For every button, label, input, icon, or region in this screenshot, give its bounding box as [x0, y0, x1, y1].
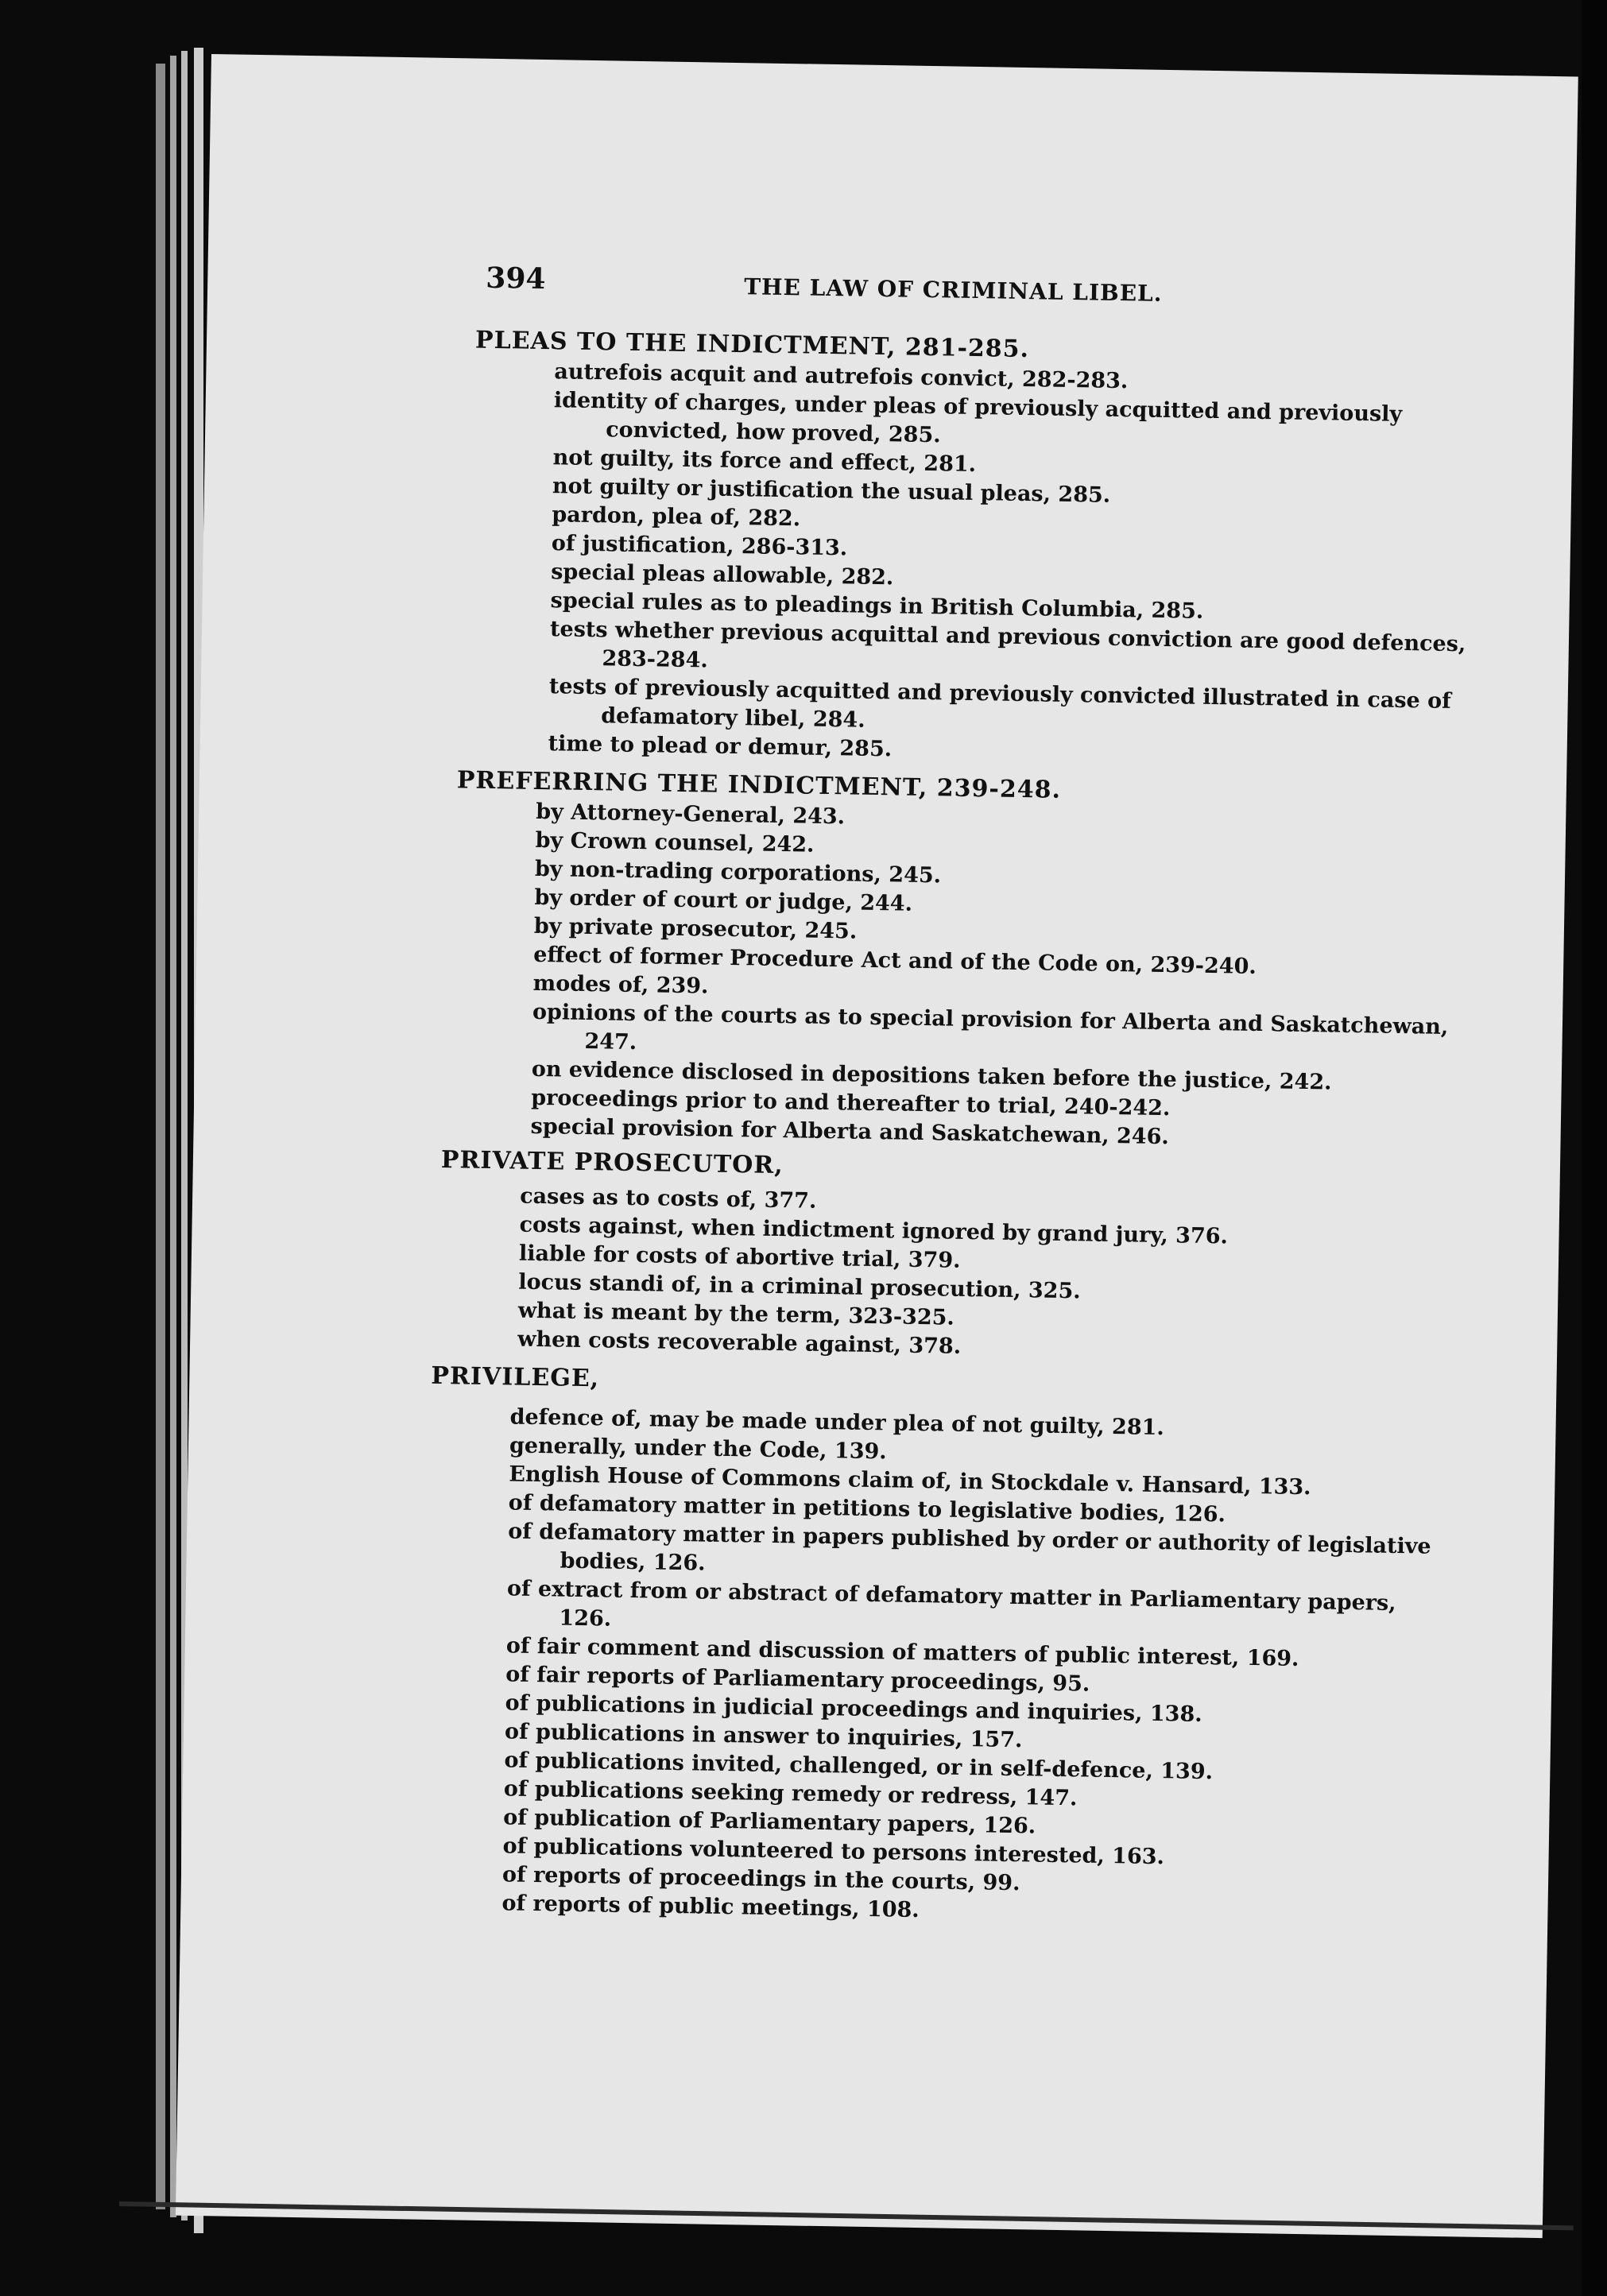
index-entry: generally, under the Code, 139. — [509, 1433, 887, 1465]
index-entry: liable for costs of abortive trial, 379. — [518, 1241, 961, 1273]
index-entry: of reports of public meetings, 108. — [501, 1891, 920, 1923]
index-entry: by Attorney-General, 243. — [535, 799, 846, 830]
page-number: 394 — [486, 261, 546, 296]
index-entry: defence of, may be made under plea of not guilty, 281. — [509, 1404, 1165, 1441]
index-entry: of publications invited, challenged, or in self-defence, 139. — [504, 1748, 1214, 1785]
index-entry: by order of court or judge, 244. — [534, 885, 913, 916]
index-entry: by Crown counsel, 242. — [535, 827, 815, 858]
index-entry: tests of previously acquitted and previously convicted illustrated in case of defamatory libel, 284. — [548, 674, 1451, 733]
index-entry: time to plead or demur, 285. — [548, 731, 893, 762]
index-entry: of fair comment and discussion of matters of public interest, 169. — [505, 1633, 1299, 1671]
index-entry: of reports of proceedings in the courts, 99. — [501, 1862, 1020, 1896]
index-section-private-prosecutor — [438, 1144, 1495, 1370]
index-entry: of publications in judicial proceedings and inquiries, 138. — [505, 1690, 1202, 1727]
section-heading: PLEAS TO THE INDICTMENT, 281-285. — [474, 326, 1030, 364]
index-entry: when costs recoverable against, 378. — [517, 1326, 962, 1359]
index-entry: on evidence disclosed in depositions taken before the justice, 242. — [531, 1056, 1332, 1095]
index-section-preferring — [451, 765, 1501, 1157]
index-entry: what is meant by the term, 323-325. — [517, 1298, 955, 1330]
index-entry: autrefois acquit and autrefois convict, 282-283. — [554, 359, 1129, 394]
running-head — [486, 261, 1281, 323]
index-entry: costs against, when indictment ignored by grand jury, 376. — [519, 1212, 1229, 1249]
section-heading: PREFERRING THE INDICTMENT, 239-248. — [456, 766, 1062, 804]
index-entry: pardon, plea of, 282. — [552, 502, 801, 532]
index-entry: of publications seeking remedy or redress, 147. — [503, 1776, 1078, 1811]
index-body — [431, 325, 1508, 1934]
index-entry: effect of former Procedure Act and of the Code on, 239-240. — [533, 942, 1257, 979]
section-heading: PRIVILEGE, — [431, 1361, 600, 1393]
page-title: THE LAW OF CRIMINAL LIBEL. — [743, 273, 1163, 307]
index-entry: of publications volunteered to persons interested, 163. — [502, 1833, 1165, 1870]
index-entry: modes of, 239. — [532, 970, 709, 999]
index-entry: locus standi of, in a criminal prosecution, 325. — [518, 1269, 1081, 1304]
index-entry: special provision for Alberta and Saskatchewan, 246. — [530, 1113, 1170, 1150]
index-entry: of publication of Parliamentary papers, 126. — [503, 1805, 1036, 1839]
index-entry: by private prosecutor, 245. — [533, 913, 858, 944]
index-entry: identity of charges, under pleas of previously acquitted and previously convicted, how proved, 285. — [553, 388, 1403, 448]
index-entry: of defamatory matter in papers published by order or authority of legislative bodies, 126. — [507, 1519, 1431, 1576]
scan-margin — [1582, 0, 1607, 2296]
index-entry: not guilty or justification the usual pleas, 285. — [552, 474, 1111, 508]
index-entry: English House of Commons claim of, in Stockdale v. Hansard, 133. — [509, 1462, 1311, 1500]
index-entry: by non-trading corporations, 245. — [534, 856, 942, 889]
page-edge — [156, 64, 165, 2209]
index-entry: proceedings prior to and thereafter to trial, 240-242. — [531, 1085, 1171, 1121]
index-entry: of extract from or abstract of defamatory matter in Parliamentary papers, 126. — [506, 1576, 1396, 1632]
index-entry: special pleas allowable, 282. — [550, 559, 894, 590]
index-entry: opinions of the courts as to special provision for Alberta and Saskatchewan, 247. — [532, 999, 1449, 1055]
index-section-pleas — [468, 325, 1508, 774]
page-content — [176, 54, 1578, 2238]
index-entry: of publications in answer to inquiries, 157. — [504, 1719, 1023, 1753]
book-page — [176, 54, 1578, 2238]
index-section-privilege — [422, 1361, 1491, 1934]
index-entry: of defamatory matter in petitions to legislative bodies, 126. — [508, 1490, 1226, 1527]
page-edge — [170, 56, 176, 2217]
index-entry: of justification, 286-313. — [551, 531, 848, 561]
index-entry: special rules as to pleadings in British Columbia, 285. — [550, 588, 1204, 624]
index-entry: cases as to costs of, 377. — [519, 1183, 817, 1214]
index-entry: of fair reports of Parliamentary proceedings, 95. — [505, 1662, 1090, 1697]
index-entry: not guilty, its force and effect, 281. — [552, 445, 977, 478]
section-heading: PRIVATE PROSECUTOR, — [440, 1145, 784, 1180]
index-entry: tests whether previous acquittal and previous conviction are good defences, 283-284. — [549, 617, 1466, 673]
